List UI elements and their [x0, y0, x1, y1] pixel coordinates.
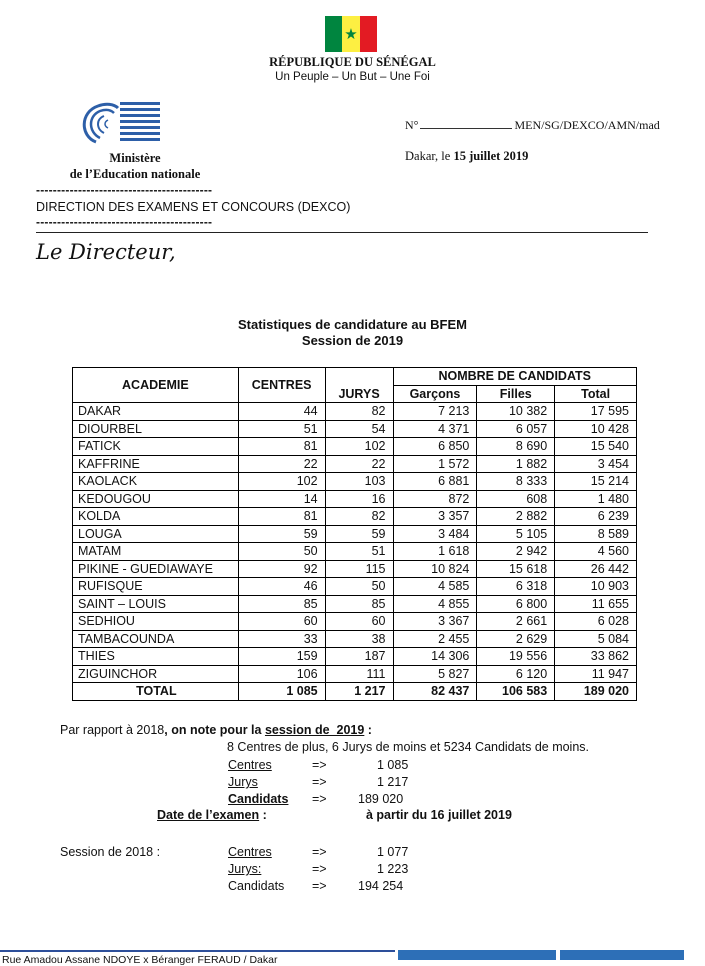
cell-jurys: 51	[325, 543, 393, 561]
cell-academie: LOUGA	[73, 525, 239, 543]
s2018-label: Session de 2018 :	[60, 845, 161, 859]
table-row	[73, 420, 637, 438]
total-centres: 1 085	[238, 683, 325, 701]
summary-intro-plain: Par rapport à 2018	[60, 723, 165, 737]
table-row	[73, 473, 637, 491]
s2019-jurys-value: 1 217	[377, 775, 409, 789]
cell-jurys: 54	[325, 420, 393, 438]
document-date	[405, 149, 528, 164]
dash-separator-top: ------------------------------------------	[36, 183, 213, 197]
s2019-centres-arrow: =>	[312, 758, 327, 772]
header-divider	[36, 232, 648, 233]
date-value: 15 juillet 2019	[453, 149, 529, 163]
summary-changes: 8 Centres de plus, 6 Jurys de moins et 5234 Candidats de moins.	[227, 740, 590, 754]
flag-yellow-band	[342, 16, 359, 52]
s2018-centres-label: Centres	[228, 845, 272, 859]
cell-total: 15 540	[555, 438, 637, 456]
cell-garcons: 1 618	[393, 543, 477, 561]
report-subtitle: Session de 2019	[301, 333, 404, 348]
total-label: TOTAL	[73, 683, 239, 701]
cell-garcons: 3 357	[393, 508, 477, 526]
date-prefix: Dakar, le	[405, 149, 451, 163]
cell-jurys: 82	[325, 508, 393, 526]
cell-filles: 10 382	[477, 403, 555, 421]
cell-filles: 8 333	[477, 473, 555, 491]
cell-filles: 2 882	[477, 508, 555, 526]
cell-academie: THIES	[73, 648, 239, 666]
table-row	[73, 490, 637, 508]
footer-address: Rue Amadou Assane NDOYE x Béranger FERAUD / Dakar	[2, 954, 278, 966]
cell-academie: RUFISQUE	[73, 578, 239, 596]
cell-filles: 6 120	[477, 665, 555, 683]
s2019-candidats-label: Candidats	[228, 792, 289, 806]
cell-centres: 81	[238, 438, 325, 456]
signature-title: Le Directeur,	[36, 240, 176, 264]
table-row	[73, 578, 637, 596]
cell-garcons: 4 585	[393, 578, 477, 596]
s2018-jurys-arrow: =>	[312, 862, 327, 876]
header-garcons: Garçons	[393, 385, 477, 403]
ref-suffix: MEN/SG/DEXCO/AMN/mad	[514, 118, 660, 132]
cell-garcons: 6 881	[393, 473, 477, 491]
total-filles: 106 583	[477, 683, 555, 701]
cell-filles: 2 661	[477, 613, 555, 631]
cell-centres: 159	[238, 648, 325, 666]
total-jurys: 1 217	[325, 683, 393, 701]
cell-jurys: 111	[325, 665, 393, 683]
cell-academie: KAFFRINE	[73, 455, 239, 473]
footer-address-segment	[0, 950, 395, 966]
cell-jurys: 16	[325, 490, 393, 508]
header-total: Total	[555, 385, 637, 403]
cell-jurys: 60	[325, 613, 393, 631]
ref-blank	[420, 118, 512, 129]
flag-red-band	[360, 16, 377, 52]
cell-garcons: 7 213	[393, 403, 477, 421]
cell-garcons: 6 850	[393, 438, 477, 456]
cell-academie: FATICK	[73, 438, 239, 456]
cell-filles: 1 882	[477, 455, 555, 473]
summary-intro-session: session de 2019	[264, 723, 365, 737]
s2019-candidats-arrow: =>	[312, 792, 327, 806]
cell-total: 10 428	[555, 420, 637, 438]
cell-filles: 608	[477, 490, 555, 508]
cell-jurys: 115	[325, 560, 393, 578]
s2019-centres-label: Centres	[228, 758, 272, 772]
cell-garcons: 3 367	[393, 613, 477, 631]
table-row	[73, 630, 637, 648]
cell-filles: 19 556	[477, 648, 555, 666]
cell-centres: 92	[238, 560, 325, 578]
cell-total: 26 442	[555, 560, 637, 578]
cell-centres: 46	[238, 578, 325, 596]
s2019-jurys-label: Jurys	[228, 775, 258, 789]
s2018-jurys-value: 1 223	[377, 862, 409, 876]
cell-total: 15 214	[555, 473, 637, 491]
cell-total: 10 903	[555, 578, 637, 596]
table-row	[73, 508, 637, 526]
cell-academie: SAINT – LOUIS	[73, 595, 239, 613]
exam-date-label-text: Date de l’examen	[157, 808, 260, 822]
cell-centres: 50	[238, 543, 325, 561]
cell-centres: 22	[238, 455, 325, 473]
cell-garcons: 1 572	[393, 455, 477, 473]
total-candidats: 189 020	[555, 683, 637, 701]
cell-academie: SEDHIOU	[73, 613, 239, 631]
s2018-candidats-arrow: =>	[312, 879, 327, 893]
header-nombre-candidats: NOMBRE DE CANDIDATS	[393, 368, 637, 386]
header-filles: Filles	[477, 385, 555, 403]
total-garcons: 82 437	[393, 683, 477, 701]
s2018-candidats-label: Candidats	[228, 879, 285, 893]
cell-filles: 2 942	[477, 543, 555, 561]
cell-garcons: 10 824	[393, 560, 477, 578]
cell-centres: 81	[238, 508, 325, 526]
national-motto: Un Peuple – Un But – Une Foi	[275, 71, 430, 83]
total-row	[73, 683, 637, 701]
cell-filles: 5 105	[477, 525, 555, 543]
cell-garcons: 3 484	[393, 525, 477, 543]
exam-date-value: à partir du 16 juillet 2019	[366, 808, 512, 822]
table-body	[73, 403, 637, 701]
cell-filles: 8 690	[477, 438, 555, 456]
s2018-centres-value: 1 077	[377, 845, 409, 859]
cell-academie: KEDOUGOU	[73, 490, 239, 508]
cell-jurys: 38	[325, 630, 393, 648]
cell-centres: 106	[238, 665, 325, 683]
table-row	[73, 543, 637, 561]
cell-garcons: 2 455	[393, 630, 477, 648]
summary-intro-colon: :	[364, 723, 372, 737]
footer-segment-3	[560, 950, 684, 960]
cell-total: 3 454	[555, 455, 637, 473]
s2018-jurys-label: Jurys:	[228, 862, 262, 876]
table-row	[73, 403, 637, 421]
cell-garcons: 4 371	[393, 420, 477, 438]
cell-filles: 15 618	[477, 560, 555, 578]
table-row	[73, 665, 637, 683]
s2019-candidats-value: 189 020	[358, 792, 404, 806]
cell-total: 5 084	[555, 630, 637, 648]
cell-filles: 2 629	[477, 630, 555, 648]
cell-total: 6 239	[555, 508, 637, 526]
cell-centres: 14	[238, 490, 325, 508]
header-jurys: JURYS	[325, 368, 393, 403]
star-icon: ★	[344, 25, 358, 43]
cell-total: 8 589	[555, 525, 637, 543]
header-centres: CENTRES	[238, 368, 325, 403]
cell-total: 4 560	[555, 543, 637, 561]
table-row	[73, 595, 637, 613]
cell-centres: 51	[238, 420, 325, 438]
cell-garcons: 872	[393, 490, 477, 508]
cell-academie: MATAM	[73, 543, 239, 561]
cell-filles: 6 800	[477, 595, 555, 613]
cell-centres: 59	[238, 525, 325, 543]
report-title: Statistiques de candidature au BFEM	[238, 317, 467, 332]
footer-segment-2	[398, 950, 556, 960]
exam-date-colon: :	[259, 808, 267, 822]
cell-academie: DAKAR	[73, 403, 239, 421]
cell-academie: TAMBACOUNDA	[73, 630, 239, 648]
ministry-logo-icon	[78, 100, 162, 144]
reference-number	[405, 118, 660, 133]
cell-jurys: 59	[325, 525, 393, 543]
ministry-line-2: de l’Education nationale	[69, 167, 201, 181]
exam-date-label	[157, 808, 267, 822]
cell-jurys: 50	[325, 578, 393, 596]
ref-prefix: N°	[405, 118, 419, 132]
table-row	[73, 560, 637, 578]
cell-centres: 102	[238, 473, 325, 491]
table-row	[73, 525, 637, 543]
table-row	[73, 648, 637, 666]
cell-total: 1 480	[555, 490, 637, 508]
cell-academie: KOLDA	[73, 508, 239, 526]
cell-jurys: 85	[325, 595, 393, 613]
cell-garcons: 5 827	[393, 665, 477, 683]
cell-total: 6 028	[555, 613, 637, 631]
s2019-centres-value: 1 085	[377, 758, 409, 772]
flag-green-band	[325, 16, 342, 52]
cell-jurys: 22	[325, 455, 393, 473]
summary-intro	[60, 723, 372, 737]
cell-academie: KAOLACK	[73, 473, 239, 491]
cell-centres: 60	[238, 613, 325, 631]
cell-total: 17 595	[555, 403, 637, 421]
ministry-name	[40, 150, 230, 182]
direction-name: DIRECTION DES EXAMENS ET CONCOURS (DEXCO)	[36, 200, 351, 214]
cell-garcons: 14 306	[393, 648, 477, 666]
cell-academie: DIOURBEL	[73, 420, 239, 438]
cell-jurys: 187	[325, 648, 393, 666]
cell-academie: PIKINE - GUEDIAWAYE	[73, 560, 239, 578]
cell-centres: 33	[238, 630, 325, 648]
cell-jurys: 102	[325, 438, 393, 456]
s2018-candidats-value: 194 254	[358, 879, 404, 893]
cell-total: 11 947	[555, 665, 637, 683]
cell-filles: 6 318	[477, 578, 555, 596]
table-row	[73, 455, 637, 473]
s2019-jurys-arrow: =>	[312, 775, 327, 789]
footer-bar	[0, 950, 705, 966]
cell-jurys: 103	[325, 473, 393, 491]
republic-title: RÉPUBLIQUE DU SÉNÉGAL	[269, 55, 436, 69]
cell-jurys: 82	[325, 403, 393, 421]
cell-total: 33 862	[555, 648, 637, 666]
s2018-centres-arrow: =>	[312, 845, 327, 859]
cell-total: 11 655	[555, 595, 637, 613]
table-row	[73, 438, 637, 456]
dash-separator-bottom: ------------------------------------------	[36, 215, 213, 229]
cell-filles: 6 057	[477, 420, 555, 438]
senegal-flag	[325, 16, 377, 52]
ministry-line-1: Ministère	[109, 151, 161, 165]
statistics-table	[72, 367, 637, 701]
summary-intro-bold: , on note pour la	[164, 723, 265, 737]
cell-garcons: 4 855	[393, 595, 477, 613]
cell-centres: 44	[238, 403, 325, 421]
cell-academie: ZIGUINCHOR	[73, 665, 239, 683]
cell-centres: 85	[238, 595, 325, 613]
header-academie: ACADEMIE	[73, 368, 239, 403]
table-row	[73, 613, 637, 631]
